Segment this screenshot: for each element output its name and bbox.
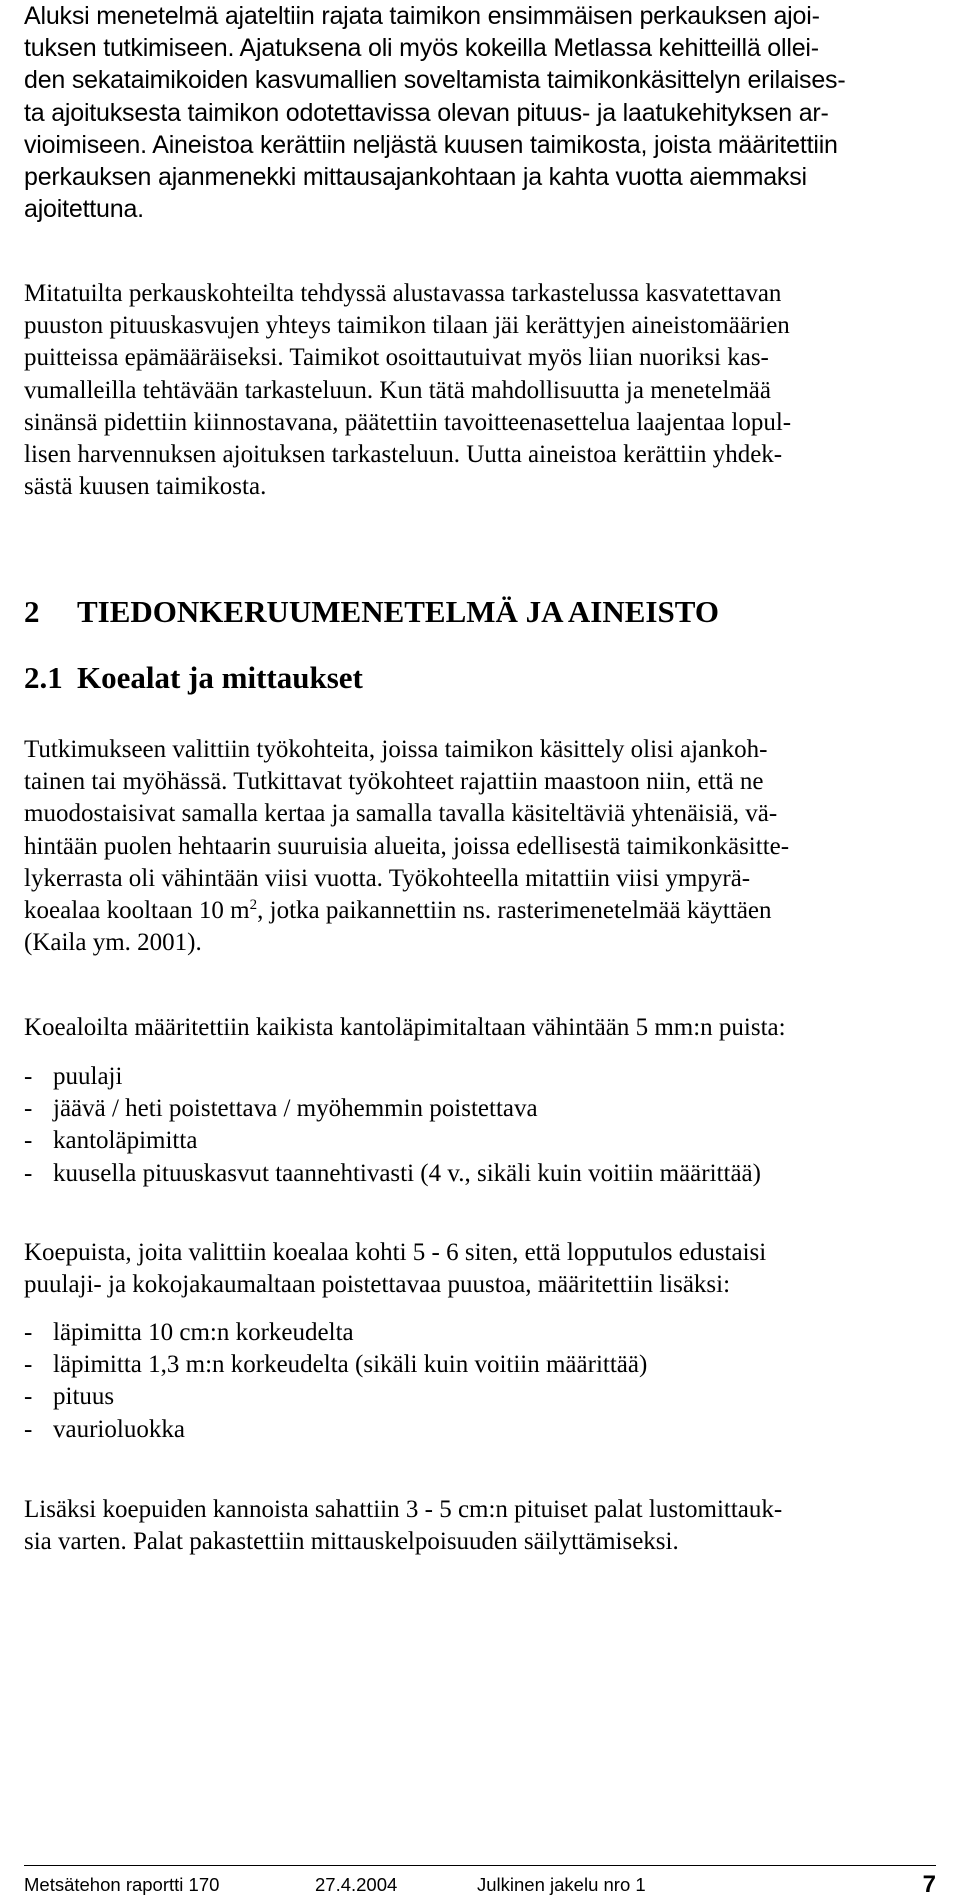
text-line: ajoitettuna. bbox=[24, 195, 144, 224]
section-heading-2 bbox=[24, 594, 719, 630]
text-line: puulaji- ja kokojakaumaltaan poistettavaa puustoa, määritettiin lisäksi: bbox=[24, 1271, 731, 1299]
intro-paragraph bbox=[24, 0, 936, 225]
list-item bbox=[24, 1317, 647, 1349]
text-line: Mitatuilta perkauskohteilta tehdyssä alustavassa tarkastelussa kasvatettavan bbox=[24, 280, 782, 307]
list-item bbox=[24, 1125, 761, 1157]
text-line: perkauksen ajanmenekki mittausajankohtaan ja kahta vuotta aiemmaksi bbox=[24, 163, 807, 192]
list-item bbox=[24, 1349, 647, 1381]
list-item-text: pituus bbox=[53, 1383, 115, 1411]
list-item-text: jäävä / heti poistettava / myöhemmin poistettava bbox=[53, 1095, 538, 1123]
list-item-text: läpimitta 10 cm:n korkeudelta bbox=[53, 1319, 354, 1346]
section-title: Koealat ja mittaukset bbox=[77, 660, 363, 695]
list-item bbox=[24, 1414, 647, 1446]
text-fragment: koealaa kooltaan 10 m bbox=[24, 897, 250, 925]
list-dash: - bbox=[24, 1063, 33, 1090]
text-line: sia varten. Palat pakastettiin mittauskelpoisuuden säilyttämiseksi. bbox=[24, 1528, 679, 1556]
page-number: 7 bbox=[922, 1871, 936, 1898]
sample-trees-intro bbox=[24, 1237, 936, 1301]
text-line: ta ajoituksesta taimikon odotettavissa olevan pituus- ja laatukehityksen ar- bbox=[24, 98, 829, 127]
plot-measurements-intro bbox=[24, 1012, 936, 1044]
list-item bbox=[24, 1381, 647, 1413]
footer-divider bbox=[24, 1865, 936, 1866]
list-item-text: kuusella pituuskasvut taannehtivasti (4 v., sikäli kuin voitiin määrittää) bbox=[53, 1159, 761, 1187]
text-line: (Kaila ym. 2001). bbox=[24, 929, 202, 957]
text-line: tainen tai myöhässä. Tutkittavat työkohteet rajattiin maastoon niin, että ne bbox=[24, 768, 764, 796]
list-item bbox=[24, 1061, 761, 1093]
text-line: sästä kuusen taimikosta. bbox=[24, 473, 267, 501]
closing-paragraph bbox=[24, 1494, 936, 1558]
plot-measurements-list bbox=[24, 1061, 761, 1190]
text-fragment: , jotka paikannettiin ns. rasterimenetelmää käyttäen bbox=[257, 897, 772, 925]
list-dash: - bbox=[24, 1351, 33, 1379]
text-line: puuston pituuskasvujen yhteys taimikon tilaan jäi kerättyjen aineistomäärien bbox=[24, 312, 790, 340]
section-title: TIEDONKERUUMENETELMÄ JA AINEISTO bbox=[77, 594, 719, 629]
list-item-text: läpimitta 1,3 m:n korkeudelta (sikäli kuin voitiin määrittää) bbox=[53, 1351, 648, 1379]
text-line: puitteissa epämääräiseksi. Taimikot osoittautuivat myös liian nuoriksi kas- bbox=[24, 344, 769, 372]
list-dash: - bbox=[24, 1159, 33, 1187]
list-item-text: kantoläpimitta bbox=[53, 1127, 198, 1155]
text-line: lykerrasta oli vähintään viisi vuotta. Työkohteella mitattiin viisi ympyrä- bbox=[24, 864, 751, 892]
text-line: sinänsä pidettiin kiinnostavana, päätettiin tavoitteenasettelua laajentaa lopul- bbox=[24, 408, 792, 436]
superscript: 2 bbox=[249, 897, 258, 914]
list-item bbox=[24, 1158, 761, 1190]
text-line: Aluksi menetelmä ajateltiin rajata taimikon ensimmäisen perkauksen ajoi- bbox=[24, 2, 820, 30]
list-item-text: vaurioluokka bbox=[53, 1415, 185, 1443]
second-paragraph bbox=[24, 278, 936, 503]
list-dash: - bbox=[24, 1127, 33, 1155]
section-heading-2-1 bbox=[24, 660, 363, 696]
list-dash: - bbox=[24, 1383, 33, 1411]
footer-date: 27.4.2004 bbox=[315, 1874, 398, 1895]
list-item bbox=[24, 1093, 761, 1125]
sample-trees-list bbox=[24, 1317, 647, 1446]
text-line: hintään puolen hehtaarin suuruisia alueita, joissa edellisestä taimikonkäsitte- bbox=[24, 832, 790, 860]
page-footer bbox=[24, 1872, 936, 1898]
section-number: 2 bbox=[24, 594, 40, 629]
footer-distribution: Julkinen jakelu nro 1 bbox=[477, 1874, 646, 1895]
text-line: vumalleilla tehtävään tarkasteluun. Kun tätä mahdollisuutta ja menetelmää bbox=[24, 376, 771, 404]
list-dash: - bbox=[24, 1095, 33, 1123]
text-line: muodostaisivat samalla kertaa ja samalla tavalla käsiteltäviä yhtenäisiä, vä- bbox=[24, 800, 778, 828]
text-line: Koepuista, joita valittiin koealaa kohti 5 - 6 siten, että lopputulos edustaisi bbox=[24, 1239, 767, 1266]
text-line: Tutkimukseen valittiin työkohteita, joissa taimikon käsittely olisi ajankoh- bbox=[24, 736, 768, 763]
text-line bbox=[24, 895, 936, 927]
text-line: vioimiseen. Aineistoa kerättiin neljästä kuusen taimikosta, joista määritettiin bbox=[24, 130, 838, 159]
text-line: lisen harvennuksen ajoituksen tarkasteluun. Uutta aineistoa kerättiin yhdek- bbox=[24, 441, 783, 469]
text-line: tuksen tutkimiseen. Ajatuksena oli myös kokeilla Metlassa kehitteillä ollei- bbox=[24, 34, 819, 63]
text-line: den sekataimikoiden kasvumallien soveltamista taimikonkäsittelyn erilaises- bbox=[24, 66, 846, 95]
text-line: Koealoilta määritettiin kaikista kantoläpimitaltaan vähintään 5 mm:n puista: bbox=[24, 1014, 786, 1041]
section-2-1-paragraph bbox=[24, 734, 936, 959]
list-dash: - bbox=[24, 1415, 33, 1443]
list-dash: - bbox=[24, 1319, 33, 1346]
footer-report-name: Metsätehon raportti 170 bbox=[24, 1874, 220, 1895]
text-line: Lisäksi koepuiden kannoista sahattiin 3 - 5 cm:n pituiset palat lustomittauk- bbox=[24, 1496, 783, 1523]
list-item-text: puulaji bbox=[53, 1063, 123, 1090]
section-number: 2.1 bbox=[24, 660, 63, 695]
